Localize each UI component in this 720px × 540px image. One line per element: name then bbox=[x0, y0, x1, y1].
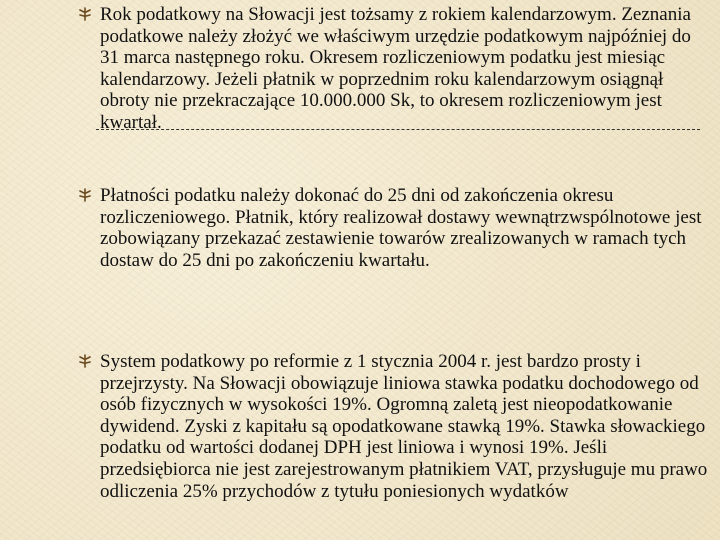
bullet-item-tax-system bbox=[100, 351, 714, 502]
bullet-text: Płatności podatku należy dokonać do 25 dni od zakończenia okresu rozliczeniowego. Płatnik, który realizował dostawy wewnątrzwspólnotowe jest zobowiązany przekazać zestawienie towarów zrealizowanych w ramach tych dostaw do 25 dni po zakończeniu kwartału. bbox=[100, 185, 702, 271]
bullet-text: Rok podatkowy na Słowacji jest tożsamy z rokiem kalendarzowym. Zeznania podatkowe należy złożyć we właściwym urzędzie podatkowym najpóźniej do 31 marca następnego roku. Okresem rozliczeniowym podatku jest miesiąc kalendarzowy. Jeżeli płatnik w poprzednim roku kalendarzowym osiągnął obroty nie przekraczające 10.000.000 Sk, to okresem rozliczeniowym jest kwartał. bbox=[100, 4, 691, 133]
bullet-text: System podatkowy po reformie z 1 stycznia 2004 r. jest bardzo prosty i przejrzysty. Na Słowacji obowiązuje liniowa stawka podatku dochodowego od osób fizycznych w wysokości 19%. Ogromną zaletą jest nieopodatkowanie dywidend. Zyski z kapitału są opodatkowane stawką 19%. Stawka słowackiego podatku od wartości dodanej DPH jest liniowa i wynosi 19%. Jeśli przedsiębiorca nie jest zarejestrowanym płatnikiem VAT, przysługuje mu prawo odliczenia 25% przychodów z tytułu poniesionych wydatków bbox=[100, 351, 708, 502]
bamboo-bullet-icon bbox=[78, 188, 92, 202]
bamboo-bullet-icon bbox=[78, 7, 92, 21]
bullet-item-payment bbox=[100, 185, 714, 271]
bullet-item-tax-year bbox=[100, 4, 714, 134]
dashed-divider bbox=[96, 129, 700, 130]
bamboo-bullet-icon bbox=[78, 354, 92, 368]
